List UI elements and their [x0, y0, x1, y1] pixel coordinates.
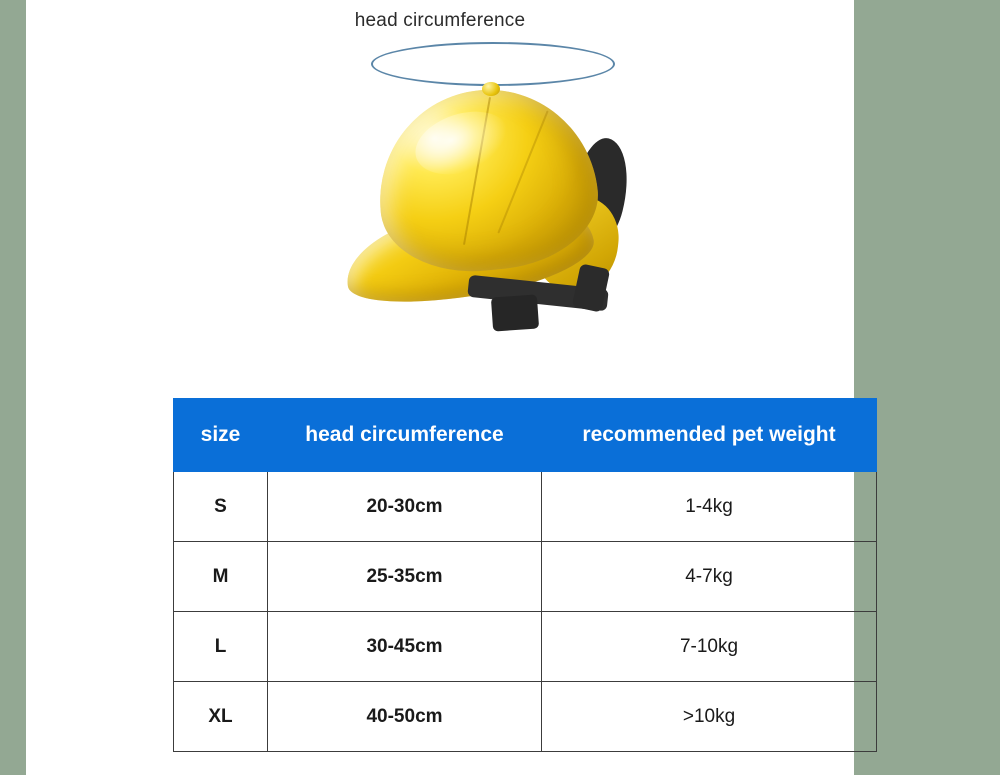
- product-illustration: [26, 0, 854, 375]
- size-table: [173, 398, 877, 752]
- header-head-circumference: head circumference: [268, 399, 542, 472]
- cell-weight: >10kg: [542, 682, 877, 752]
- cell-size: S: [174, 472, 268, 542]
- cell-size: XL: [174, 682, 268, 752]
- cell-circumference: 40-50cm: [268, 682, 542, 752]
- content-panel: [26, 0, 854, 775]
- cap-strap-buckle-shape: [491, 294, 539, 331]
- header-recommended-pet-weight: recommended pet weight: [542, 399, 877, 472]
- header-size: size: [174, 399, 268, 472]
- cell-circumference: 30-45cm: [268, 612, 542, 682]
- cell-circumference: 25-35cm: [268, 542, 542, 612]
- cell-weight: 7-10kg: [542, 612, 877, 682]
- table-row: [174, 542, 877, 612]
- cap-top-button-shape: [482, 82, 500, 96]
- table-row: [174, 682, 877, 752]
- size-chart: [173, 398, 876, 752]
- table-row: [174, 472, 877, 542]
- cell-circumference: 20-30cm: [268, 472, 542, 542]
- cell-weight: 4-7kg: [542, 542, 877, 612]
- cell-size: L: [174, 612, 268, 682]
- cell-size: M: [174, 542, 268, 612]
- gold-pet-baseball-cap-image: [326, 70, 666, 370]
- cell-weight: 1-4kg: [542, 472, 877, 542]
- table-row: [174, 612, 877, 682]
- head-circumference-caption: head circumference: [354, 10, 526, 31]
- table-header-row: [174, 399, 877, 472]
